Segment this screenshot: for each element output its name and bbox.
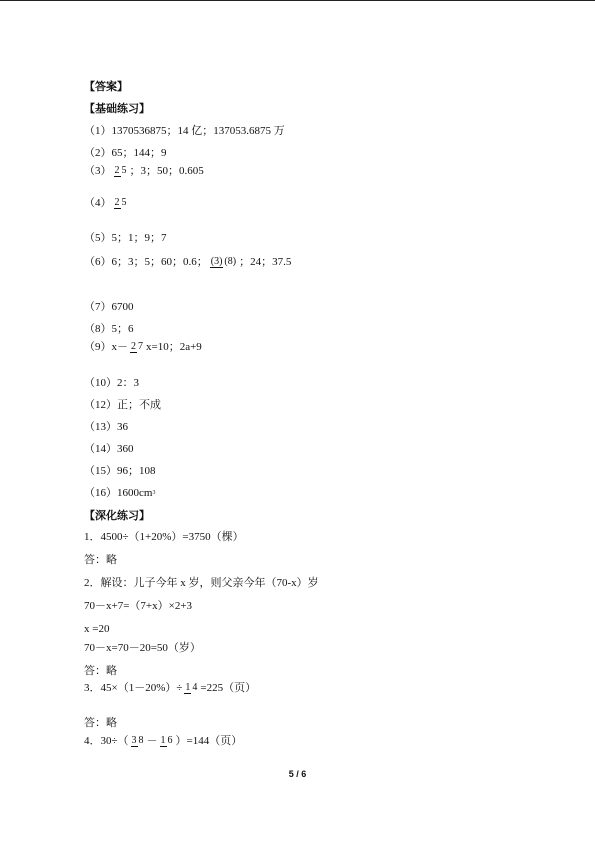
basic-q4: （4） 2 5 — [84, 197, 127, 209]
basic-q12: （12）正；不成 — [84, 399, 161, 411]
fraction: 2 5 — [114, 165, 127, 176]
top-border — [0, 0, 595, 1]
basic-q13: （13）36 — [84, 421, 128, 433]
basic-q8: （8）5；6 — [84, 323, 134, 335]
deep-line-5: x =20 — [84, 623, 110, 635]
deep-line-1: 1．4500÷（1+20%）=3750（棵） — [84, 531, 244, 543]
basic-q2: （2）65；144；9 — [84, 147, 167, 159]
basic-heading: 【基础练习】 — [84, 102, 150, 115]
basic-q9: （9）x－ 2 7 x=10；2a+9 — [84, 341, 202, 353]
fraction: (3) (8) — [210, 256, 237, 267]
basic-q5: （5）5；1；9；7 — [84, 232, 167, 244]
fraction: 1 6 — [160, 735, 173, 746]
basic-q3: （3） 2 5 ；3；50；0.605 — [84, 165, 204, 177]
page-number: 5 / 6 — [288, 769, 307, 779]
deep-line-8: 3．45×（1－20%）÷ 1 4 =225（页） — [84, 682, 257, 694]
deep-line-6: 70－x=70－20=50（岁） — [84, 642, 201, 654]
deep-heading: 【深化练习】 — [84, 509, 150, 522]
answer-heading: 【答案】 — [84, 80, 128, 93]
fraction: 3 8 — [131, 735, 144, 746]
basic-q16: （16）1600cm 3 — [84, 487, 156, 499]
basic-q1: （1）1370536875；14 亿；137053.6875 万 — [84, 125, 285, 137]
fraction: 1 4 — [185, 682, 198, 693]
fraction: 2 5 — [114, 197, 127, 208]
basic-q15: （15）96；108 — [84, 465, 156, 477]
fraction: 2 7 — [131, 341, 143, 352]
basic-q6: （6）6；3；5；60；0.6； (3) (8) ；24；37.5 — [84, 256, 292, 268]
basic-q14: （14）360 — [84, 443, 134, 455]
basic-q7: （7）6700 — [84, 301, 134, 313]
deep-line-4: 70－x+7=（7+x）×2+3 — [84, 600, 193, 612]
deep-line-2: 答：略 — [84, 554, 117, 566]
deep-line-3: 2．解设：儿子今年 x 岁，则父亲今年（70-x）岁 — [84, 577, 319, 589]
deep-line-9: 答：略 — [84, 717, 117, 729]
deep-line-7: 答：略 — [84, 665, 117, 677]
deep-line-10: 4．30÷（ 3 8 － 1 6 ）=144（页） — [84, 735, 243, 747]
basic-q10: （10）2：3 — [84, 377, 139, 389]
